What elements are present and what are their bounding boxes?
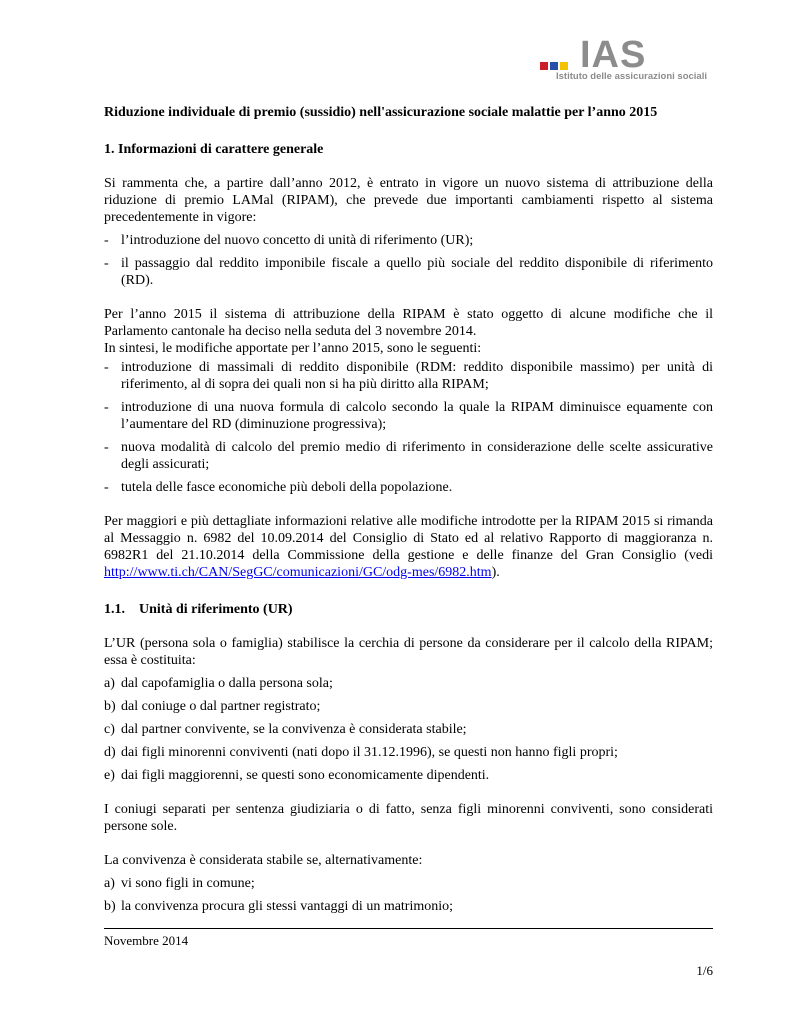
list-item: a) vi sono figli in comune; [104, 876, 255, 891]
list-item-text: introduzione di una nuova formula di calcolo secondo la quale la RIPAM diminuisce equamente con l’aumentare del RD (diminuzione progressiva); [121, 400, 713, 432]
list-item: - l’introduzione del nuovo concetto di unità di riferimento (UR); [104, 233, 474, 248]
logo-subtitle: Istituto delle assicurazioni sociali [556, 71, 707, 82]
page-number: 1/6 [696, 963, 713, 978]
section-1-intro: Si rammenta che, a partire dall’anno 2012, è entrato in vigore un nuovo sistema di attribuzione della riduzione di premio LAMal (RIPAM), che prevede due importanti cambiamenti rispetto al sistema precedentemente in vigore: [104, 176, 713, 225]
list-item: b) dal coniuge o dal partner registrato; [104, 699, 321, 714]
section-1-1-intro: L’UR (persona sola o famiglia) stabilisce la cerchia di persone da considerare per il calcolo della RIPAM; essa è costituita: [104, 636, 713, 668]
ur-members-list [104, 675, 713, 784]
footer-date: Novembre 2014 [104, 933, 189, 948]
list-item-text: il passaggio dal reddito imponibile fiscale a quello più sociale del reddito disponibile di riferimento (RD). [121, 256, 713, 288]
footer-divider [104, 928, 713, 929]
stable-conditions-list [104, 875, 713, 915]
list-item: e) dai figli maggiorenni, se questi sono economicamente dipendenti. [104, 768, 490, 783]
list-item: - tutela delle fasce economiche più deboli della popolazione. [104, 480, 453, 495]
list-item-text: la convivenza procura gli stessi vantaggi di un matrimonio; [121, 899, 454, 914]
para-3-text: Per maggiori e più dettagliate informazioni relative alle modifiche introdotte per la RIPAM 2015 si rimanda al Messaggio n. 6982 del 10.09.2014 del Consiglio di Stato ed al relativo Rapporto di maggioranza n. 6982R1 del 21.10.2014 della Commissione della gestione e delle finanze del Gran Consiglio (vedi [104, 514, 713, 563]
list-item-text: dai figli minorenni conviventi (nati dopo il 31.12.1996), se questi non hanno figli propri; [121, 745, 618, 760]
list-item-text: introduzione di massimali di reddito disponibile (RDM: reddito disponibile massimo) per unità di riferimento, al di sopra dei quali non si ha più diritto alla RIPAM; [121, 360, 713, 392]
section-1-para-2b: In sintesi, le modifiche apportate per l’anno 2015, sono le seguenti: [104, 341, 482, 356]
para-3-end: ). [491, 565, 500, 580]
list-item-text: dal capofamiglia o dalla persona sola; [121, 676, 333, 691]
document-body [104, 100, 713, 915]
list-item-text: vi sono figli in comune; [121, 876, 255, 891]
separated-spouses-para: I coniugi separati per sentenza giudiziaria o di fatto, senza figli minorenni conviventi, sono considerati persone sole. [104, 802, 713, 834]
section-1-1-heading: 1.1. Unità di riferimento (UR) [104, 602, 293, 617]
list-item: b) la convivenza procura gli stessi vantaggi di un matrimonio; [104, 899, 454, 914]
ias-logo [540, 34, 718, 84]
changes-list [104, 232, 713, 289]
list-item: d) dai figli minorenni conviventi (nati dopo il 31.12.1996), se questi non hanno figli propri; [104, 745, 618, 760]
list-item: a) dal capofamiglia o dalla persona sola; [104, 676, 333, 691]
page-footer [104, 928, 713, 979]
list-item: - il passaggio dal reddito imponibile fiscale a quello più sociale del reddito disponibile di riferimento (RD). [104, 256, 713, 288]
list-item-text: dai figli maggiorenni, se questi sono economicamente dipendenti. [121, 768, 490, 783]
section-1-para-2: Per l’anno 2015 il sistema di attribuzione della RIPAM è stato oggetto di alcune modifiche che il Parlamento cantonale ha deciso nella seduta del 3 novembre 2014. [104, 307, 713, 339]
section-1-para-3 [104, 513, 713, 581]
list-item-text: l’introduzione del nuovo concetto di unità di riferimento (UR); [121, 233, 474, 248]
list-item-text: dal partner convivente, se la convivenza è considerata stabile; [121, 722, 467, 737]
logo-square-red [540, 62, 548, 70]
list-item-text: nuova modalità di calcolo del premio medio di riferimento in considerazione delle scelte assicurative degli assicurati; [121, 440, 713, 472]
list-item: - nuova modalità di calcolo del premio medio di riferimento in considerazione delle scelte assicurative degli assicurati; [104, 440, 713, 472]
logo-wordmark: IAS [580, 34, 647, 76]
list-item-text: tutela delle fasce economiche più deboli della popolazione. [121, 480, 453, 495]
logo-squares [540, 62, 570, 70]
document-title: Riduzione individuale di premio (sussidio) nell'assicurazione sociale malattie per l’anno 2015 [104, 105, 658, 120]
section-1-heading: 1. Informazioni di carattere generale [104, 142, 324, 157]
list-item: - introduzione di una nuova formula di calcolo secondo la quale la RIPAM diminuisce equamente con l’aumentare del RD (diminuzione progressiva); [104, 400, 713, 432]
list-item: c) dal partner convivente, se la convivenza è considerata stabile; [104, 722, 467, 737]
messaggio-link[interactable]: http://www.ti.ch/CAN/SegGC/comunicazioni/GC/odg-mes/6982.htm [104, 565, 492, 580]
modifications-list [104, 359, 713, 496]
list-item-text: dal coniuge o dal partner registrato; [121, 699, 321, 714]
stable-cohabitation-intro: La convivenza è considerata stabile se, alternativamente: [104, 853, 423, 868]
logo-square-blue [550, 62, 558, 70]
logo-square-yellow [560, 62, 568, 70]
list-item: - introduzione di massimali di reddito disponibile (RDM: reddito disponibile massimo) per unità di riferimento, al di sopra dei quali non si ha più diritto alla RIPAM; [104, 360, 713, 392]
